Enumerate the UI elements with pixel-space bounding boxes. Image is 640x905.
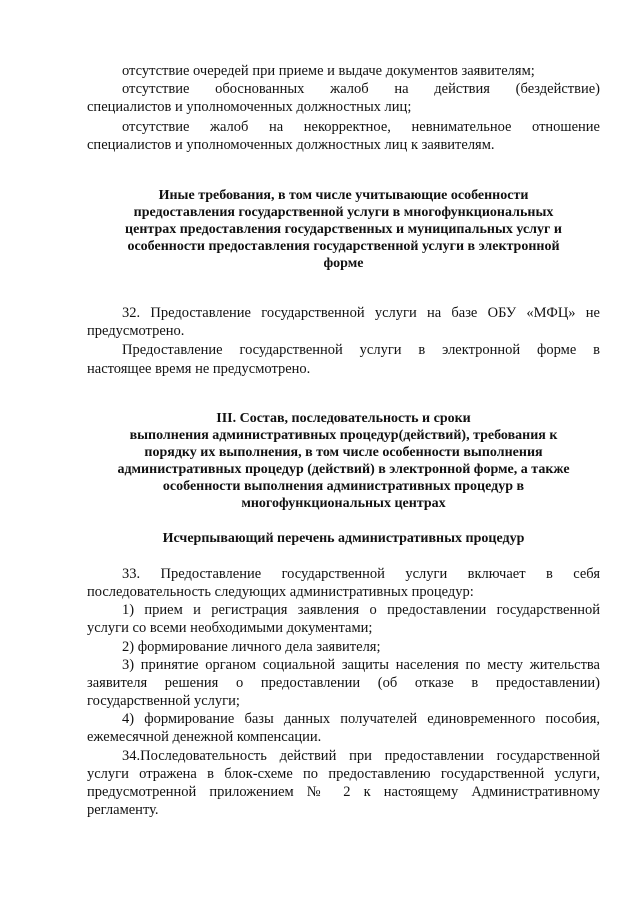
paragraph-32-line1: 32. Предоставление государственной услуги на базе ОБУ «МФЦ» не	[122, 305, 600, 321]
procedure-1-line1: 1) прием и регистрация заявления о предоставлении государственной	[122, 602, 600, 618]
paragraph-32-line3: Предоставление государственной услуги в электронной форме в	[122, 342, 600, 358]
procedure-1-line2: услуги со всеми необходимыми документами;	[87, 620, 373, 636]
indicator-no-incorrect-attitude-line1: отсутствие жалоб на некорректное, невнимательное отношение	[122, 119, 600, 135]
heading-line: центрах предоставления государственных и муниципальных услуг и	[125, 222, 562, 237]
procedure-3-line1: 3) принятие органом социальной защиты населения по месту жительства	[122, 657, 600, 673]
subheading-procedures-list: Исчерпывающий перечень административных процедур	[162, 531, 525, 546]
procedure-2: 2) формирование личного дела заявителя;	[122, 639, 381, 655]
heading-line: порядку их выполнения, в том числе особенности выполнения	[144, 445, 543, 460]
paragraph-34-line3: предусмотренной приложением № 2 к настоящему Административному	[87, 784, 600, 800]
heading-line: особенности выполнения административных процедур в	[162, 479, 525, 494]
heading-line: особенности предоставления государственной услуги в электронной	[127, 239, 560, 254]
indicator-no-queues: отсутствие очередей при приеме и выдаче документов заявителям;	[122, 63, 535, 79]
paragraph-34-line1: 34.Последовательность действий при предоставлении государственной	[122, 748, 600, 764]
procedure-3-line3: государственной услуги;	[87, 693, 240, 709]
indicator-no-complaints-line1: отсутствие обоснованных жалоб на действия (бездействие)	[122, 81, 600, 97]
paragraph-33-line1: 33. Предоставление государственной услуги включает в себя	[122, 566, 600, 582]
heading-line: Иные требования, в том числе учитывающие особенности	[158, 188, 529, 203]
procedure-4-line2: ежемесячной денежной компенсации.	[87, 729, 322, 745]
paragraph-32-line4: настоящее время не предусмотрено.	[87, 361, 311, 377]
heading-line: предоставления государственной услуги в многофункциональных	[133, 205, 554, 220]
paragraph-33-line2: последовательность следующих административных процедур:	[87, 584, 474, 600]
procedure-4-line1: 4) формирование базы данных получателей единовременного пособия,	[122, 711, 600, 727]
indicator-no-incorrect-attitude-line2: специалистов и уполномоченных должностных лиц к заявителям.	[87, 137, 495, 153]
indicator-no-complaints-line2: специалистов и уполномоченных должностных лиц;	[87, 99, 412, 115]
procedure-3-line2: заявителя решения о предоставлении (об отказе в предоставлении)	[87, 675, 600, 691]
heading-line: III. Состав, последовательность и сроки	[216, 411, 471, 426]
paragraph-34-line4: регламенту.	[87, 802, 159, 818]
heading-line: выполнения административных процедур(действий), требования к	[129, 428, 558, 443]
heading-line: многофункциональных центрах	[241, 496, 446, 511]
paragraph-32-line2: предусмотрено.	[87, 323, 185, 339]
heading-line: форме	[323, 256, 364, 271]
heading-line: административных процедур (действий) в электронной форме, а также	[117, 462, 570, 477]
paragraph-34-line2: услуги отражена в блок-схеме по предоставлению государственной услуги,	[87, 766, 600, 782]
